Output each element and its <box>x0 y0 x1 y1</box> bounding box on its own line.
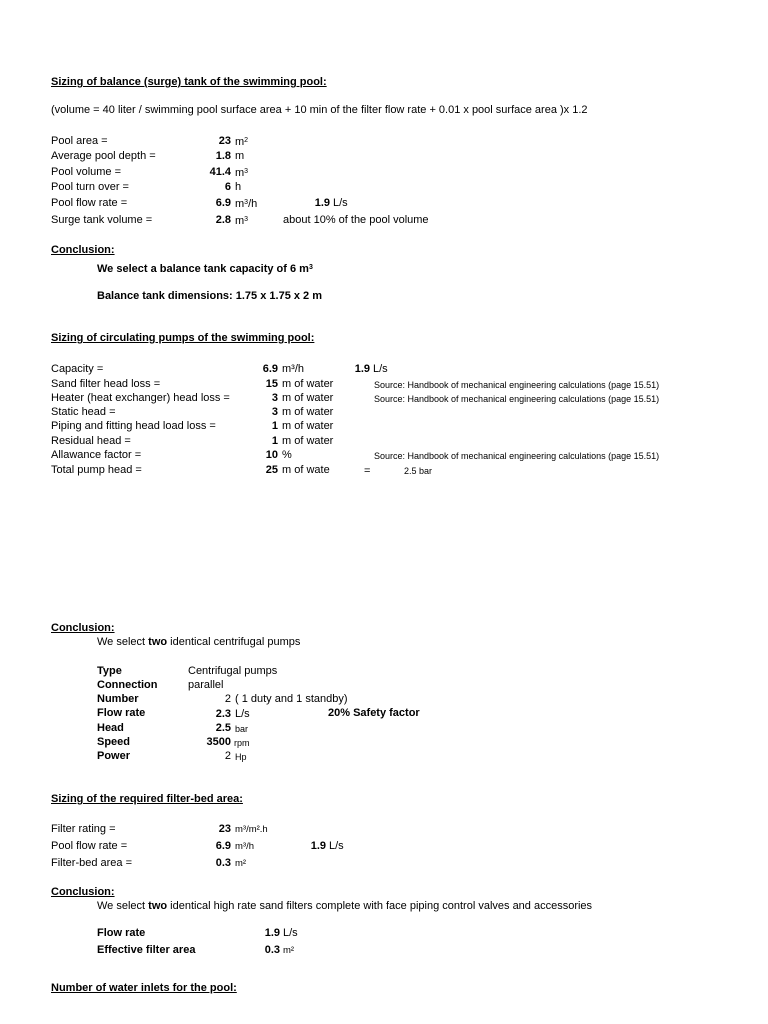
surge-value: 6.9 <box>215 197 231 209</box>
pump-unit: m of water <box>282 420 334 432</box>
pump-value: 3 <box>271 406 278 418</box>
surge-value: 23 <box>218 135 231 147</box>
surge-formula: (volume = 40 liter / swimming pool surface area + 10 min of the filter flow rate + 0.01 x pool surface area )x 1.2 <box>51 104 588 116</box>
pump-spec-label: Head <box>97 722 124 734</box>
filter-label: Filter rating = <box>51 823 116 835</box>
filter-unit: m³/m².h <box>235 824 268 835</box>
filter-unit: m² <box>235 858 247 869</box>
filter-conclusion-label: Conclusion: <box>51 886 115 898</box>
pump-spec-value: 2 <box>224 750 231 762</box>
filter-spec-value: 0.3 <box>264 944 280 956</box>
pumps-selection: We select two identical centrifugal pumps <box>97 636 301 648</box>
pump-spec-text: parallel <box>188 679 224 691</box>
pump-value: 1 <box>271 435 278 447</box>
pumps-conclusion-label: Conclusion: <box>51 622 115 634</box>
surge-value: 41.4 <box>209 166 231 178</box>
pump-spec-unit: bar <box>235 724 249 734</box>
filter-value: 6.9 <box>215 840 231 852</box>
pump-label: Residual head = <box>51 435 131 447</box>
pump-spec-label: Speed <box>97 736 131 748</box>
pump-total-bar: 2.5 bar <box>404 466 433 476</box>
pump-spec-value: 3500 <box>206 736 231 748</box>
pump-spec-text: Centrifugal pumps <box>188 665 278 677</box>
pump-spec-value: 2.3 <box>215 708 231 720</box>
surge-heading: Sizing of balance (surge) tank of the swimming pool: <box>51 76 327 88</box>
pump-label: Total pump head = <box>51 464 142 476</box>
filter-spec-unit: m² <box>283 945 295 956</box>
surge-unit: $m^3$ <box>235 215 249 227</box>
surge-value: 1.8 <box>215 150 231 162</box>
filter-spec-value: 1.9 <box>264 927 280 939</box>
surge-unit: m <box>235 150 245 162</box>
pump-spec-unit: L/s <box>235 708 250 720</box>
pump-spec-label: Power <box>97 750 131 762</box>
filter-label: Filter-bed area = <box>51 857 133 869</box>
pumps-heading: Sizing of circulating pumps of the swimming pool: <box>51 332 315 344</box>
surge-unit: h <box>235 181 242 193</box>
pump-source: Source: Handbook of mechanical engineering calculations (page 15.51) <box>374 451 660 461</box>
filter-label: Pool flow rate = <box>51 840 128 852</box>
pump-value: 3 <box>271 392 278 404</box>
pump-source: Source: Handbook of mechanical engineering calculations (page 15.51) <box>374 380 660 390</box>
surge-unit: $m^3/h$ <box>235 198 258 210</box>
pump-value: 15 <box>265 378 278 390</box>
surge-extra-value: 1.9 <box>314 197 330 209</box>
pump-unit: m of water <box>282 406 334 418</box>
surge-label: Pool area = <box>51 135 108 147</box>
surge-note: about 10% of the pool volume <box>283 214 429 226</box>
filter-spec-label: Effective filter area <box>97 944 196 956</box>
pump-label: Heater (heat exchanger) head loss = <box>51 392 230 404</box>
pump-unit: m³/h <box>282 363 304 375</box>
pump-spec-label: Type <box>97 665 122 677</box>
pump-unit: m of water <box>282 435 334 447</box>
pump-spec-value: 2.5 <box>215 722 231 734</box>
pump-value: 25 <box>265 464 278 476</box>
pump-label: Capacity = <box>51 363 104 375</box>
pump-unit: m of wate <box>282 464 330 476</box>
pump-label: Piping and fitting head load loss = <box>51 420 216 432</box>
filter-spec-unit: L/s <box>283 927 298 939</box>
pump-spec-label: Connection <box>97 679 158 691</box>
filter-extra-value: 1.9 <box>310 840 326 852</box>
pump-extra-value: 1.9 <box>354 363 370 375</box>
surge-label: Pool turn over = <box>51 181 129 193</box>
surge-conclusion-line2: Balance tank dimensions: 1.75 x 1.75 x 2 m <box>97 290 322 302</box>
surge-label: Average pool depth = <box>51 150 156 162</box>
surge-conclusion-line1: We select a balance tank capacity of 6 $m^3$ <box>97 263 313 275</box>
pump-unit: % <box>282 449 292 461</box>
pump-extra-unit: L/s <box>373 363 388 375</box>
pump-label: Sand filter head loss = <box>51 378 161 390</box>
pump-spec-unit: rpm <box>234 738 250 748</box>
pump-spec-label: Flow rate <box>97 707 146 719</box>
pump-spec-note: 20% Safety factor <box>328 707 420 719</box>
surge-conclusion-label: Conclusion: <box>51 244 115 256</box>
surge-extra-unit: L/s <box>333 197 348 209</box>
inlets-heading: Number of water inlets for the pool: <box>51 982 237 994</box>
pump-value: 6.9 <box>262 363 278 375</box>
filter-extra-unit: L/s <box>329 840 344 852</box>
surge-unit: $m^2$ <box>235 136 249 148</box>
surge-value: 6 <box>224 181 231 193</box>
filter-heading: Sizing of the required filter-bed area: <box>51 793 243 805</box>
surge-label: Pool flow rate = <box>51 197 128 209</box>
pump-value: 10 <box>265 449 278 461</box>
filter-unit: m³/h <box>235 841 254 852</box>
surge-unit: $m^3$ <box>235 167 249 179</box>
pump-label: Static head = <box>51 406 116 418</box>
filter-selection: We select two identical high rate sand filters complete with face piping control valves and accessories <box>97 900 593 912</box>
surge-label: Surge tank volume = <box>51 214 153 226</box>
pump-spec-unit: Hp <box>235 752 247 762</box>
pump-total-eq: = <box>364 465 371 477</box>
pump-unit: m of water <box>282 378 334 390</box>
pump-spec-unit: ( 1 duty and 1 standby) <box>235 693 348 705</box>
pump-unit: m of water <box>282 392 334 404</box>
pump-source: Source: Handbook of mechanical engineering calculations (page 15.51) <box>374 394 660 404</box>
pump-value: 1 <box>271 420 278 432</box>
filter-spec-label: Flow rate <box>97 927 146 939</box>
surge-label: Pool volume = <box>51 166 122 178</box>
pump-spec-label: Number <box>97 693 139 705</box>
filter-value: 23 <box>218 823 231 835</box>
pump-spec-value: 2 <box>224 693 231 705</box>
filter-value: 0.3 <box>215 857 231 869</box>
pump-label: Allawance factor = <box>51 449 142 461</box>
surge-value: 2.8 <box>215 214 231 226</box>
